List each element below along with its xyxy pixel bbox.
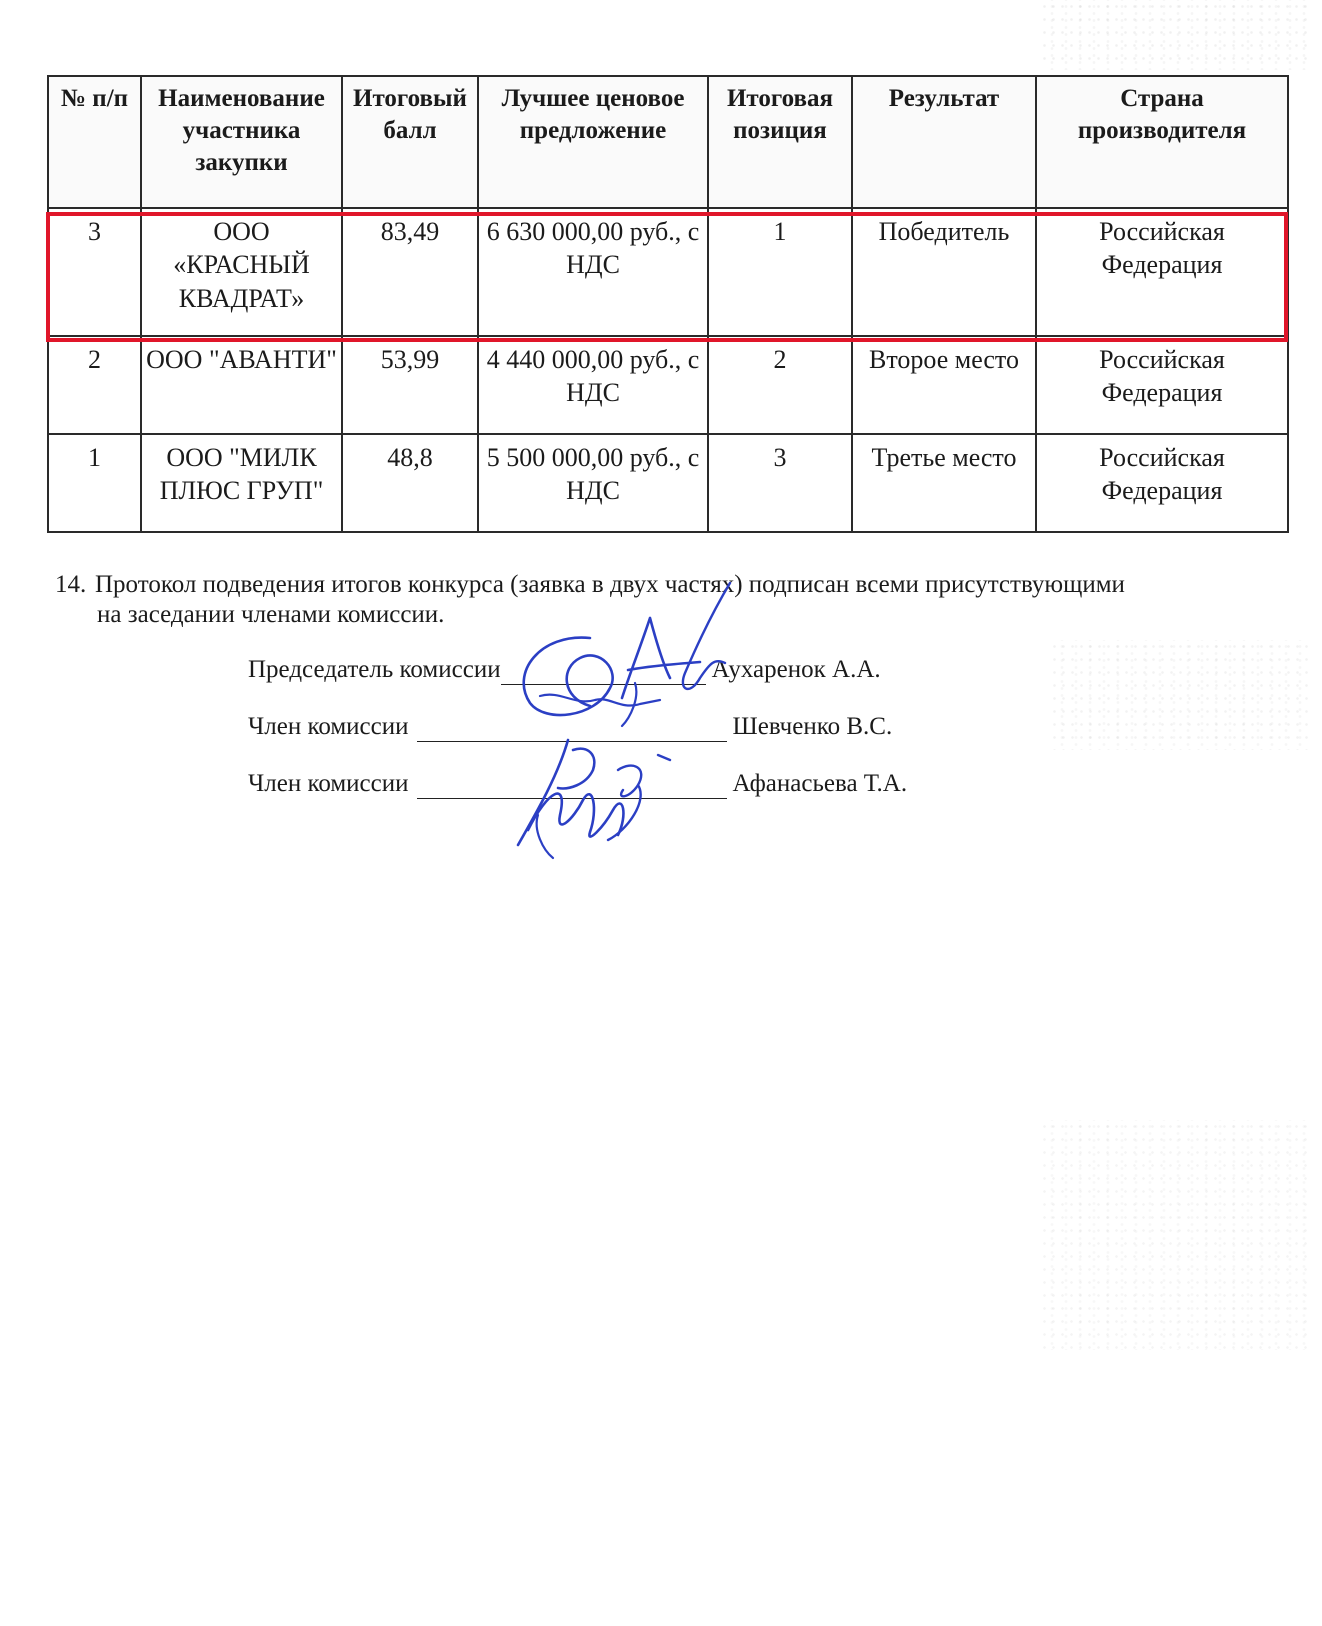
signature-role: Председатель комиссии (248, 656, 501, 683)
signature-role: Член комиссии (248, 770, 409, 797)
cell-number: 2 (48, 336, 141, 434)
header-price: Лучшее ценовое предложение (478, 76, 708, 208)
header-participant: Наименование участника закупки (141, 76, 342, 208)
header-result: Результат (852, 76, 1036, 208)
signature-name: Аухаренок А.А. (711, 656, 881, 683)
cell-price: 5 500 000,00 руб., с НДС (478, 434, 708, 532)
cell-result: Второе место (852, 336, 1036, 434)
cell-country: Российская Федерация (1036, 434, 1288, 532)
scan-noise-bottom-right (1040, 1120, 1310, 1350)
signature-name: Шевченко В.С. (732, 713, 893, 740)
cell-country: Российская Федерация (1036, 208, 1288, 336)
cell-result: Победитель (852, 208, 1036, 336)
header-position: Итоговая позиция (708, 76, 852, 208)
cell-price: 6 630 000,00 руб., с НДС (478, 208, 708, 336)
signature-role: Член комиссии (248, 713, 409, 740)
signature-line (417, 713, 727, 742)
signature-line (417, 770, 727, 799)
header-score: Итоговый балл (342, 76, 478, 208)
cell-price: 4 440 000,00 руб., с НДС (478, 336, 708, 434)
header-number: № п/п (48, 76, 141, 208)
signature-line (501, 656, 706, 685)
table-row (48, 336, 1288, 434)
cell-number: 1 (48, 434, 141, 532)
cell-position: 1 (708, 208, 852, 336)
results-table (47, 75, 1289, 533)
signature-row-member-1 (248, 713, 892, 742)
cell-score: 53,99 (342, 336, 478, 434)
cell-score: 83,49 (342, 208, 478, 336)
header-country: Страна производителя (1036, 76, 1288, 208)
cell-number: 3 (48, 208, 141, 336)
signature-row-chairman (248, 656, 881, 685)
scan-noise-right (1050, 640, 1310, 750)
signature-name: Афанасьева Т.А. (732, 770, 908, 797)
cell-participant: ООО «КРАСНЫЙ КВАДРАТ» (141, 208, 342, 336)
cell-country: Российская Федерация (1036, 336, 1288, 434)
note-number: 14. (55, 571, 87, 598)
note-text-line2: на заседании членами комиссии. (97, 601, 445, 628)
table-header-row (48, 76, 1288, 208)
cell-score: 48,8 (342, 434, 478, 532)
signature-row-member-2 (248, 770, 907, 799)
note-text-line1: Протокол подведения итогов конкурса (заявка в двух частях) подписан всеми присутствующими (95, 571, 1125, 598)
cell-participant: ООО "МИЛК ПЛЮС ГРУП" (141, 434, 342, 532)
cell-participant: ООО "АВАНТИ" (141, 336, 342, 434)
protocol-note (55, 570, 1295, 630)
scan-noise-top-right (1040, 0, 1310, 70)
table-row (48, 208, 1288, 336)
cell-position: 3 (708, 434, 852, 532)
table-row (48, 434, 1288, 532)
cell-result: Третье место (852, 434, 1036, 532)
cell-position: 2 (708, 336, 852, 434)
